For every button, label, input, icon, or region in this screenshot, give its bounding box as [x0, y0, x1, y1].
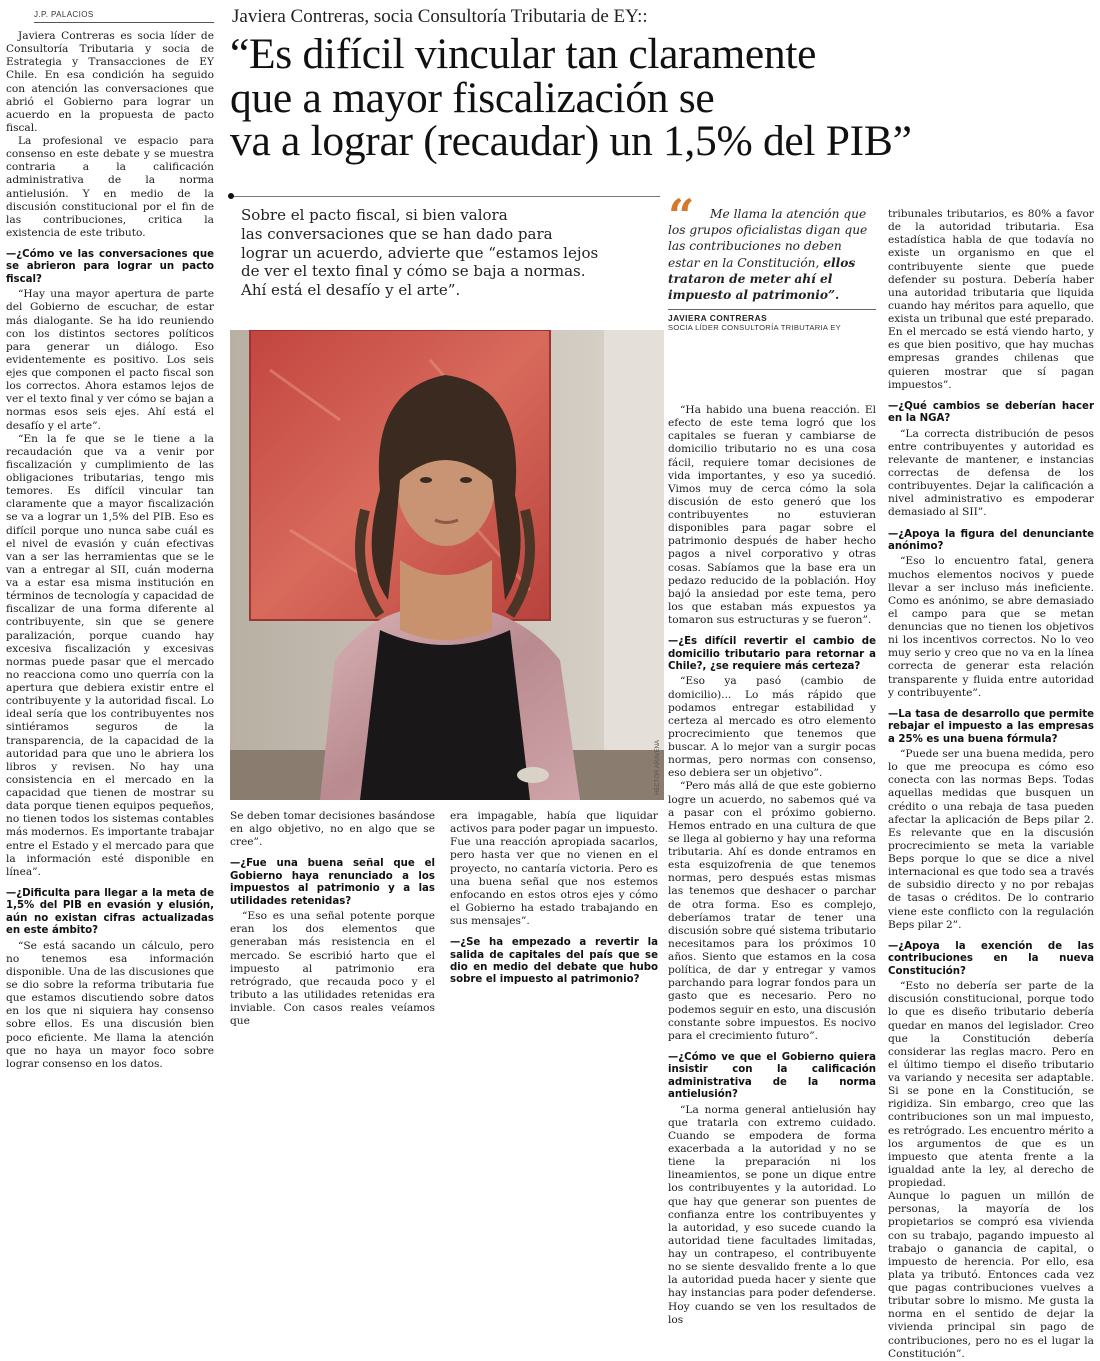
lede-line-3: lograr un acuerdo, advierte que “estamos lejos: [241, 243, 599, 262]
question-8: —¿Apoya la figura del denunciante anónimo?: [888, 528, 1094, 552]
question-7: —¿Qué cambios se deberían hacer en la NGA?: [888, 400, 1094, 425]
intro-paragraph-1: Javiera Contreras es socia líder de Consultoría Tributaria y socia de Estrategia y Transacciones de EY Chile. En esa condición ha seguido con atención las conversaciones que abrió el Gobierno para lograr un acuerdo en la propuesta de pacto fiscal.: [6, 30, 214, 134]
answer-10b: Aunque lo paguen un millón de personas, la mayoría de los propietarios se compró esa vivienda con su trabajo, pagando impuesto al trabajo o ganancia de capital, o impuesto de herencia. Por ello, esa plata ya tributó. Entonces cada vez que pagas contribuciones vuelves a tributar sobre lo mismo. Me gusta la norma en el sentido de dejar la vivienda principal sin pago de contribuciones, pero no es el lugar la Constitución”.: [888, 1190, 1094, 1360]
headline-line-1: “Es difícil vincular tan claramente: [230, 30, 817, 78]
pullquote-normal: Me llama la atención que los grupos oficialistas digan que las contribuciones no deben estar en la Constitución,: [668, 207, 868, 270]
answer-cont-5: tribunales tributarios, es 80% a favor de la autoridad tributaria. Esa estadística habla de que todavía no existe un organismo en que el contribuyente siente que puede defender su postura. Debería haber una autoridad tributaria que liquida cuando hay méritos para aquello, que exista un tribunal que esté preparado. En el mercado se está viendo harto, y es que bien positivo, que hay muchas empresas grandes chilenas que quieren mostrar que sí pagan impuestos”.: [888, 208, 1095, 391]
answer-cont-2: Se deben tomar decisiones basándose en algo objetivo, no en algo que se cree”.: [230, 810, 435, 849]
column-1: [6, 30, 214, 1071]
question-2: —¿Dificulta para llegar a la meta de 1,5% del PIB en evasión y elusión, aún no existan cifras actualizadas en este ámbito?: [6, 887, 214, 937]
question-9: —La tasa de desarrollo que permite rebajar el impuesto a las empresas a 25% es una buena fórmula?: [888, 708, 1094, 745]
lede-rule: [230, 196, 660, 197]
lede-line-1: Sobre el pacto fiscal, si bien valora: [241, 206, 508, 224]
column-2: [230, 810, 435, 1028]
column-4: [668, 404, 876, 1327]
headline-line-2: que a mayor fiscalización se: [230, 73, 715, 122]
portrait-illustration: [230, 330, 664, 800]
pullquote: [668, 189, 876, 333]
lede-dot: [228, 193, 234, 199]
headline: [230, 30, 1090, 165]
byline-rule: [34, 22, 214, 23]
column-3: [450, 810, 658, 989]
pullquote-role: SOCIA LÍDER CONSULTORÍA TRIBUTARIA EY: [668, 323, 841, 333]
answer-4: “Ha habido una buena reacción. El efecto de este tema logró que los capitales se fueran y cambiarse de domicilio tributario no es una cosa fácil, requiere tomar decisiones de vida importantes, y eso ya sucedió. Vimos muy de cerca cómo la sola discusión de esto generó que los contribuyentes no estuvieran disponibles para pagar sobre el patrimonio después de haber hecho pagos a nivel corporativo y otras cosas. Sabíamos que la base era un pedazo reducido de la población. Hoy bajó la ansiedad por este tema, pero los que estaban más expuestos ya tomaron sus estructuras y se fueron”.: [668, 404, 876, 626]
answer-5b: “Pero más allá de que este gobierno logre un acuerdo, no sabemos qué va a pasar con el próximo gobierno. Hemos entrado en una cultura de que se llega al gobierno y hay una reforma tributaria. Ahí es donde entramos en esta esquizofrenia de que tenemos normas, pero después estas mismas las tenemos que deshacer o parchar de otra forma. Eso es complejo, deberíamos tratar de tener una discusión sobre qué sistema tributario necesitamos para los próximos 10 años. Siento que estamos en la cosa política, de dar y entregar y vamos parchando para lograr fondos para un gasto que es necesario. Pero no podemos seguir en esto, una discusión constante sobre impuestos. Es nocivo para el crecimiento futuro”.: [668, 780, 876, 1042]
byline: J.P. PALACIOS: [34, 10, 94, 19]
question-5: —¿Es difícil revertir el cambio de domicilio tributario para retornar a Chile?, ¿se requiere más certeza?: [668, 636, 876, 672]
headline-line-3: va a lograr (recaudar) un 1,5% del PIB”: [230, 117, 912, 165]
answer-1b: “En la fe que se le tiene a la recaudación que va a venir por fiscalización y cumplimiento de las obligaciones tributarias, tengo mis temores. Es difícil vincular tan claramente que a mayor fiscalización se va a lograr un 1,5% del PIB. Eso es difícil porque uno nunca sabe cuál es el nivel de evasión y cuán efectivas van a ser las herramientas que se le van a entregar al SII, cuán moderna va a estar esa misma institución en términos de tecnología y capacidad de fiscalizar de una forma diferente al contribuyente, sin que se genere paralización, porque cuando hay excesiva fiscalización y excesivas normas puede pasar que el mercado no reacciona como uno querría con la apertura que debiera existir entre el contribuyente y la autoridad fiscal. Lo ideal sería que los contribuyentes nos sintiéramos seguros de la transparencia, de la capacidad de la autoridad para que uno le abriera los libros y revisen. No hay una consistencia en el mercado en la capacidad que tienen de mostrar su data porque tienen equipos pequeños, no tienen todos los sistemas contables más modernos. Es importante trabajar entre el Estado y el mercado para que la información esté disponible en línea”.: [6, 432, 214, 878]
lede-line-5: Ahí está el desafío y el arte”.: [241, 281, 461, 299]
answer-5a: “Eso ya pasó (cambio de domicilio)... Lo más rápido que podamos entregar estabilidad y certeza al mercado es otro elemento procrecimiento que tenemos que buscar. A lo mejor van a surgir pocas normas, pero normas con consenso, eso debiera ser un objetivo”.: [668, 675, 876, 780]
portrait-photo: [230, 330, 664, 800]
kicker: Javiera Contreras, socia Consultoría Tributaria de EY::: [232, 6, 648, 27]
question-1: —¿Cómo ve las conversaciones que se abrieron para lograr un pacto fiscal?: [6, 249, 214, 285]
question-4: —¿Se ha empezado a revertir la salida de capitales del país que se dio en medio del debate que hubo sobre el impuesto al patrimonio?: [450, 937, 658, 986]
answer-3: “Eso es una señal potente porque eran los dos elementos que generaban más resistencia en el mercado. Se escribió harto que el impuesto al patrimonio era retrógrado, que recauda poco y el tributo a las utilidades retenidas era inviable. Con casos reales veíamos que: [230, 910, 435, 1028]
question-6: —¿Cómo ve que el Gobierno quiera insistir con la calificación administrativa de la norma antielusión?: [668, 1051, 876, 1101]
column-5: [888, 208, 1094, 1361]
answer-7: “La correcta distribución de pesos entre contribuyentes y autoridad es relevante de mantener, e instancias correctas de defensa de los contribuyentes. Dejar la calificación a nivel administrativo es empoderar demasiado al SII”.: [888, 427, 1094, 519]
question-10: —¿Apoya la exención de las contribuciones en la nueva Constitución?: [888, 940, 1094, 977]
lede-line-2: las conversaciones que se han dado para: [241, 224, 553, 243]
answer-1a: “Hay una mayor apertura de parte del Gobierno de escuchar, de estar más dialogante. Se ha ido reuniendo con los distintos sectores políticos para generar un diálogo. Eso evidentemente es positivo. Los seis ejes que componen el pacto fiscal son los correctos. Ahora estamos lejos de ver el texto final y ver cómo se bajan a normas esos seis ejes. Ahí está el desafío y el arte”.: [6, 288, 214, 432]
pullquote-bold: ellos trataron de meter ahí el impuesto al patrimonio”.: [668, 255, 856, 303]
answer-10a: “Esto no debería ser parte de la discusión constitucional, porque todo lo que es diseño tributario debería quedar en manos del legislador. Creo que la Constitución debería considerar las reglas macro. Pero en el último tiempo el diseño tributario va variando y necesita ser adaptable. Si se pone en la Constitución, se rigidiza. Sin embargo, creo que las contribuciones son un mal impuesto, es retrógrado. Les encuentro mérito a los argumentos de que es un impuesto que atenta frente a la igualdad ante la ley, al derecho de propiedad.: [888, 980, 1094, 1189]
answer-6: “La norma general antielusión hay que tratarla con extremo cuidado. Cuando se empodera de forma exacerbada a la autoridad y no se tiene la preparación ni los lineamientos, se pone un dique entre los contribuyentes y la autoridad. Lo que hay que generar son puentes de confianza entre los contribuyentes y la autoridad, y eso sucede cuando la autoridad tiene facultades limitadas, hay un contrapeso, el contribuyente no se siente desvalido frente a lo que la autoridad pueda hacer y siente que hay instancias para poder defenderse. Hoy cuando se ven los resultados de los: [668, 1103, 876, 1326]
pullquote-name: JAVIERA CONTRERAS: [668, 313, 768, 324]
answer-9: “Puede ser una buena medida, pero lo que me preocupa es cómo eso conecta con las normas Beps. Todas aquellas medidas que busquen un crédito o una rebaja de tasa pueden afectar la aplicación de Beps pilar 2. Es relevante que en la discusión procrecimiento se meta la variable Beps porque lo que se dice a nivel internacional es que todo sea a través de subsidio directo y no por rebajas de tasas o créditos. De lo contrario viene este conflicto con la regulación Beps pilar 2”.: [888, 748, 1094, 931]
photo-credit: HÉCTOR ARAVENA: [655, 740, 661, 795]
lede: [241, 206, 661, 300]
quote-mark-icon: “: [668, 189, 695, 243]
question-3: —¿Fue una buena señal que el Gobierno haya renunciado a los impuestos al patrimonio y a las utilidades retenidas?: [230, 858, 435, 907]
answer-cont-3: era impagable, había que liquidar activos para poder pagar un impuesto. Fue una reacción apropiada sacarlos, pero hasta ver que no vienen en el proyecto, no cantaría victoria. Pero es una buena señal que nos estemos enfocando en estos otros ejes y cómo el Gobierno ha estado trabajando en sus mensajes”.: [450, 810, 658, 927]
answer-2: “Se está sacando un cálculo, pero no tenemos esa información disponible. Una de las discusiones que se dio sobre la reforma tributaria fue que estamos discutiendo sobre datos en los que ni siquiera hay consenso sobre ellos. Es una discusión bien poco eficiente. Me llama la atención que no haya un mayor foco sobre lograr consenso en los datos.: [6, 939, 214, 1070]
intro-paragraph-2: La profesional ve espacio para consenso en este debate y se muestra contraria a la calificación administrativa de la norma antielusión. Y en medio de la discusión constitucional por el fin de las contribuciones, critica la existencia de este tributo.: [6, 135, 214, 239]
pullquote-rule: [668, 309, 876, 310]
answer-8: “Eso lo encuentro fatal, genera muchos elementos nocivos y puede llevar a ser incluso más ineficiente. Como es anónimo, se abre demasiado el campo para que se metan denuncias que no tienen los objetivos ni los incentivos correctos. No lo veo muy serio y creo que no va en la línea correcta de generar esta relación transparente y fluida entre autoridad y contribuyente”.: [888, 555, 1094, 699]
lede-line-4: de ver el texto final y cómo se baja a normas.: [241, 262, 586, 281]
